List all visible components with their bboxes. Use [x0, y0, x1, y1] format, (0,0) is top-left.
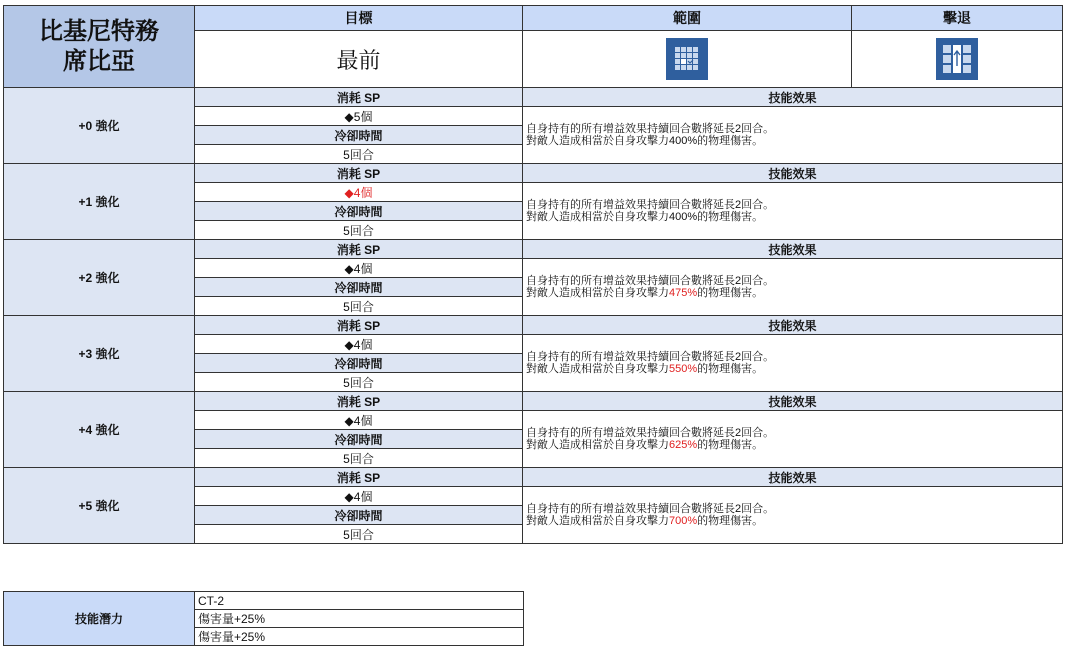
cooldown-value: 5回合 [195, 297, 523, 316]
effect-line2-pre: 對敵人造成相當於自身攻擊力 [526, 515, 669, 527]
skill-table [3, 5, 1063, 544]
effect-line2-post: 的物理傷害。 [697, 363, 764, 375]
sp-header: 消耗 SP [195, 392, 523, 411]
cooldown-header: 冷卻時間 [195, 506, 523, 525]
level-label: +5 強化 [4, 468, 195, 544]
effect-line2-pre: 對敵人造成相當於自身攻擊力 [526, 211, 669, 223]
effect-line2-post: 的物理傷害。 [697, 211, 764, 223]
sp-header: 消耗 SP [195, 468, 523, 487]
sp-value: ◆4個 [195, 487, 523, 506]
effect-text [523, 107, 1063, 164]
target-value: 最前 [195, 31, 523, 88]
target-header: 目標 [195, 6, 523, 31]
cooldown-value: 5回合 [195, 525, 523, 544]
range-cell [523, 31, 852, 88]
cooldown-header: 冷卻時間 [195, 430, 523, 449]
character-name [4, 6, 195, 88]
effect-header: 技能效果 [523, 392, 1063, 411]
effect-line1: 自身持有的所有增益效果持續回合數將延長2回合。 [526, 123, 775, 135]
sp-value: ◆4個 [195, 411, 523, 430]
cooldown-value: 5回合 [195, 449, 523, 468]
effect-line2-post: 的物理傷害。 [697, 515, 764, 527]
potential-row: 傷害量+25% [195, 610, 524, 628]
level-label: +2 強化 [4, 240, 195, 316]
damage-percent: 550% [669, 363, 698, 375]
level-label: +3 強化 [4, 316, 195, 392]
effect-line2-pre: 對敵人造成相當於自身攻擊力 [526, 363, 669, 375]
character-name-line2: 席比亞 [63, 47, 135, 75]
character-name-line1: 比基尼特務 [39, 17, 159, 45]
effect-line2-pre: 對敵人造成相當於自身攻擊力 [526, 287, 669, 299]
sp-value: ◆5個 [195, 107, 523, 126]
cooldown-value: 5回合 [195, 145, 523, 164]
sp-value: ◆4個 [195, 259, 523, 278]
cooldown-value: 5回合 [195, 221, 523, 240]
level-label: +0 強化 [4, 88, 195, 164]
damage-percent: 475% [669, 287, 698, 299]
effect-header: 技能效果 [523, 164, 1063, 183]
effect-header: 技能效果 [523, 316, 1063, 335]
effect-header: 技能效果 [523, 468, 1063, 487]
sp-value: ◆4個 [195, 183, 523, 202]
effect-header: 技能效果 [523, 88, 1063, 107]
knockback-cell [852, 31, 1063, 88]
cooldown-value: 5回合 [195, 373, 523, 392]
sp-header: 消耗 SP [195, 164, 523, 183]
cooldown-header: 冷卻時間 [195, 202, 523, 221]
effect-text [523, 335, 1063, 392]
sp-header: 消耗 SP [195, 240, 523, 259]
grid-range-icon [666, 38, 708, 80]
potential-row: 傷害量+25% [195, 628, 524, 646]
potential-label: 技能潛力 [4, 592, 195, 646]
range-header: 範圍 [523, 6, 852, 31]
effect-line2-pre: 對敵人造成相當於自身攻擊力 [526, 135, 669, 147]
damage-percent: 400% [669, 135, 698, 147]
cooldown-header: 冷卻時間 [195, 278, 523, 297]
potential-table [3, 591, 524, 646]
effect-line2-post: 的物理傷害。 [697, 439, 764, 451]
effect-text [523, 487, 1063, 544]
damage-percent: 700% [669, 515, 698, 527]
effect-line2-pre: 對敵人造成相當於自身攻擊力 [526, 439, 669, 451]
knockback-grid-icon [936, 38, 978, 80]
cooldown-header: 冷卻時間 [195, 126, 523, 145]
effect-header: 技能效果 [523, 240, 1063, 259]
level-label: +1 強化 [4, 164, 195, 240]
effect-line1: 自身持有的所有增益效果持續回合數將延長2回合。 [526, 503, 775, 515]
effect-line1: 自身持有的所有增益效果持續回合數將延長2回合。 [526, 427, 775, 439]
effect-text [523, 411, 1063, 468]
cooldown-header: 冷卻時間 [195, 354, 523, 373]
sp-value: ◆4個 [195, 335, 523, 354]
effect-text [523, 259, 1063, 316]
sp-header: 消耗 SP [195, 316, 523, 335]
effect-line2-post: 的物理傷害。 [697, 287, 764, 299]
effect-line2-post: 的物理傷害。 [697, 135, 764, 147]
effect-line1: 自身持有的所有增益效果持續回合數將延長2回合。 [526, 351, 775, 363]
potential-row: CT-2 [195, 592, 524, 610]
damage-percent: 625% [669, 439, 698, 451]
effect-text [523, 183, 1063, 240]
knockback-header: 擊退 [852, 6, 1063, 31]
effect-line1: 自身持有的所有增益效果持續回合數將延長2回合。 [526, 275, 775, 287]
effect-line1: 自身持有的所有增益效果持續回合數將延長2回合。 [526, 199, 775, 211]
level-label: +4 強化 [4, 392, 195, 468]
damage-percent: 400% [669, 211, 698, 223]
sp-header: 消耗 SP [195, 88, 523, 107]
